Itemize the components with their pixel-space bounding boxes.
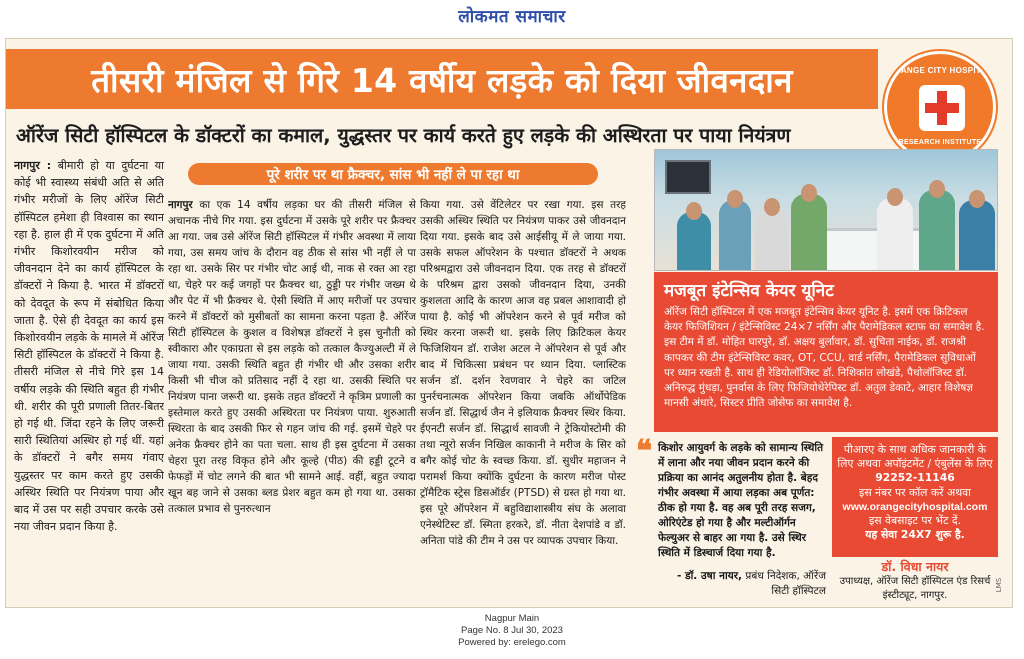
middle-column-1 (168, 197, 416, 607)
footer-edition: Nagpur Main (484, 613, 540, 624)
contact-phone: 92252-11146 (875, 471, 955, 485)
contact-line4: यह सेवा 24X7 शुरू है. (865, 528, 965, 542)
footer-page-info: Page No. 8 Jul 30, 2023 (461, 625, 563, 636)
contact-website: www.orangecityhospital.com (842, 500, 988, 513)
icu-info-box (654, 272, 998, 432)
person-head (801, 184, 817, 202)
headline-bar (6, 49, 878, 109)
mid-dateline: नागपुर (168, 199, 193, 211)
person-figure (791, 194, 827, 270)
logo-bottom-text: RESEARCH INSTITUTE (898, 139, 982, 146)
contact-line2: इस नंबर पर कॉल करें अथवा (859, 485, 971, 499)
signature-name: डॉ. विधा नायर (881, 559, 949, 574)
quote-author: - डॉ. उषा नायर, (676, 570, 743, 582)
newspaper-masthead (0, 0, 1024, 30)
left-column-body: बीमारी हो या दुर्घटना या कोई भी स्वास्थ्य संबंधी अति से अति गंभीर मरीजों के लिए ऑरेंज सिटी हॉस्पिटल हमेशा ही विश्वास का स्थान रहा है. हाल ही में एक दुर्घटना में अति गंभीर किशोरवयीन मरीज को जीवनदान देने का कार्य हॉस्पिटल के डॉक्टरों ने किया है. भारत में डॉक्टरों को देवदूत के रूप में संबोधित किया जाता है. ऐसे ही देवदूत का कार्य इस किशोरवयीन लड़के के मामले में ऑरेंज सिटी हॉस्पिटल के डॉक्टरों ने किया है. तीसरी मंजिल से नीचे गिरे इस 14 वर्षीय लड़के की स्थिति बहुत ही गंभीर थी. शरीर की पूरी प्रणाली तितर-बितर हो गई थी. जिंदा रहने के लिए जरूरी सारी स्थितियां अस्थिर हो गई थीं. यहां के डॉक्टरों ने बगैर समय गंवाए युद्धस्तर पर काम करते हुए उसकी अस्थिर स्थिति पर नियंत्रण पाया और बाद में उस पर सही उपचार करके उसे नया जीवन प्रदान किया है. (14, 159, 164, 534)
signature-role: उपाध्यक्ष, ऑरेंज सिटी हॉस्पिटल एंड रिसर्च इंस्टीट्यूट, नागपुर. (839, 576, 991, 601)
monitor-icon (665, 160, 711, 194)
person-figure (677, 212, 711, 270)
section-band (188, 163, 598, 185)
section-band-text: पूरे शरीर पर था फ्रैक्चर, सांस भी नहीं ले पा रहा था (266, 167, 520, 183)
person-head (686, 202, 702, 220)
person-head (727, 190, 743, 208)
footer-powered: Powered by: erelego.com (458, 637, 566, 648)
quote-text: किशोर आयुवर्ग के लड़के को सामान्य स्थिति में लाना और नया जीवन प्रदान करने की प्रक्रिया का आनंद अतुलनीय होता है. बेहद गंभीर अवस्था में आया लड़का अब पूर्णत: ठीक हो गया है. वह अब पूरी तरह सजग, ओरिएंटेड हो गया है और मल्टीऑर्गन फेल्युअर से बाहर आ गया है. उसे स्थिर स्थिति में डिस्चार्ज दिया गया है. (658, 442, 824, 559)
middle-column-1-body: का एक 14 वर्षीय लड़का घर की तीसरी मंजिल से अचानक नीचे गिर गया. इस दुर्घटना में उसके पूरे शरीर पर फ्रैक्चर आ गया. जब उसे ऑरेंज सिटी हॉस्पिटल में गंभीर अवस्था में लाया गया, उस समय जांच के दौरान वह ठीक से सांस भी नहीं ले पा रहा था. उसके सिर पर गंभीर चोट आई थी, नाक से रक्त आ रहा था, चेहरे पर कई जगहों पर फ्रैक्चर था, ठुड्डी पर गंभीर जख्म थे और पेट में भी फ्रैक्चर थे. ऐसी स्थिति में आए मरीजों पर उपचार करने में डॉक्टरों को मुसीबतों का सामना करना पड़ता है. ऑरेंज सिटी हॉस्पिटल के कुशल व विशेषज्ञ डॉक्टरों ने इस चुनौती को स्वीकारा और एकाग्रता से इस लड़के को तत्काल कैज्युअल्टी में ले जाया गया. उसकी स्थिति बहुत ही गंभीर थी और उसका शरीर किसी भी चीज को प्रतिसाद नहीं दे रहा था. उसकी स्थिति पर नियंत्रण पाना जरूरी था. इसके तहत डॉक्टरों ने कृत्रिम प्रणाली का इस्तेमाल करते हुए उसकी अस्थिरता पर नियंत्रण पाया. शुरुआती स्थिरता के बाद उसकी फिर से गहन जांच की गई. इसमें चेहरे पर अनेक फ्रैक्चर होने का पता चला. साथ ही इस दुर्घटना में उसका चेहरा पूरा तरह विकृत होने और कूल्हे (पीठ) की हड्डी टूटने व फेफड़ों में चोट लगने की बात भी सामने आई. वहीं, बहुत ज्यादा खून बह जाने से उसका ब्लड प्रेशर बहुत कम हो गया था. उसका तत्काल प्रभाव से पुनरुत्थान (168, 199, 416, 515)
middle-column-2 (420, 197, 626, 607)
person-figure (959, 200, 995, 270)
headline: तीसरी मंजिल से गिरे 14 वर्षीय लड़के को दिया जीवनदान (91, 60, 793, 100)
person-head (969, 190, 985, 208)
middle-column-2-body: किया गया. उसे वेंटिलेटर पर रखा गया. इस तरह उसकी अस्थिर स्थिति पर नियंत्रण पाकर उसे जीवनदान दिया गया. इसके बाद उसे आईसीयू में ले जाया गया. उसके सफल ऑपरेशन के पश्चात डॉक्टरों ने अथक परिश्रमद्वारा उसे जीवनदान दिया. एक तरह से डॉक्टरों के परिश्रम द्वारा उसको जीवनदान दिया, उनकी कुशलता आदि के कारण आज वह प्रबल आशावादी हो पाया है. कोई भी ऑपरेशन करने से पूर्व मरीज को स्थिर करना जरूरी था. इसके लिए क्रिटिकल केयर फिजिशियन डॉ. राजेश अटल ने ऑपरेशन से पूर्व और बाद में चिकित्सा प्रबंधन पर ध्यान दिया. प्लास्टिक सर्जन डॉ. दर्शन रेवणवार ने चेहरे का जटिल पुनर्रचनात्मक ऑपरेशन किया जबकि ऑर्थोपेडिक सर्जन डॉ. सिद्धार्थ जैन ने इलियाक फ्रैक्चर स्थिर किया. ईएनटी सर्जन डॉ. सिद्धार्थ सावजी ने ट्रेकियोस्टोमी की तथा न्यूरो सर्जन निखिल काकानी ने मरीज के सिर को बगैर कोई चोट के स्वच्छ किया. डॉ. सुधीर महाजन ने परामर्श किया क्योंकि दुर्घटना के कारण मरीज पोस्ट ट्रॉमैटिक स्ट्रेस डिसऑर्डर (PTSD) से ग्रस्त हो गया था. इस पूरे ऑपरेशन में बहुविद्याशास्त्रीय संघ के अलावा एनेस्थेटिस्ट डॉ. स्मिता हरकरे, डॉ. नीता देशपांडे व डॉ. अनिता पांडे की टीम ने उस पर व्यापक उपचार किया. (420, 199, 626, 547)
quote-attribution (666, 569, 826, 599)
hospital-logo (884, 51, 996, 163)
icu-body: ऑरेंज सिटी हॉस्पिटल में एक मजबूत इंटेन्सिव केयर यूनिट है. इसमें एक क्रिटिकल केयर फिजिशियन / इंटेन्सिविस्ट 24×7 नर्सिंग और पैरामेडिकल स्टाफ का समावेश है. इस टीम में डॉ. मोहित घारपुरे, डॉ. अक्षय बुर्लावार, डॉ. सुचिता नाईक, डॉ. राजश्री कापकर की टीम इंटेन्सिविस्ट कवर, OT, CCU, वार्ड नर्सिंग, पैरामेडिकल सुविधाओं पर ध्यान रखती है. साथ ही रेडियोलॉजिस्ट डॉ. निशिकांत लोखंडे, पैथोलॉजिस्ट डॉ. अनिरुद्ध मुंधड़ा, पुनर्वास के लिए फिजियोथेरेपिस्ट डॉ. अतुल डेकाटे, आहार विशेषज्ञ मानसी अंधारे, सिस्टर प्रीति जोसेफ का समावेश है. (664, 306, 985, 410)
signature-block (832, 559, 1003, 605)
quote-block (636, 434, 826, 607)
page-footer (0, 613, 1024, 649)
quote-author-role: प्रबंध निदेशक, ऑरेंज सिटी हॉस्पिटल (745, 570, 826, 597)
logo-top-text: ORANGE CITY HOSPITAL (888, 66, 992, 75)
subheadline (16, 117, 876, 151)
person-head (764, 198, 780, 216)
subheadline-text: ऑरेंज सिटी हॉस्पिटल के डॉक्टरों का कमाल, युद्धस्तर पर कार्य करते हुए लड़के की अस्थिरता पर पाया नियंत्रण (16, 123, 791, 147)
person-figure (877, 198, 913, 270)
contact-box (832, 437, 998, 557)
left-column (14, 157, 164, 607)
person-head (887, 188, 903, 206)
icu-team-photo-icon (654, 149, 998, 271)
quote-mark-icon: ❝ (636, 434, 653, 469)
person-head (929, 180, 945, 198)
person-figure (755, 208, 789, 270)
contact-line1: पीआरए के साथ अधिक जानकारी के लिए अथवा अपॉइंटमेंट / एंबुलेंस के लिए (837, 443, 993, 471)
masthead-title: लोकमत समाचार (458, 6, 566, 27)
person-figure (919, 190, 955, 270)
signature-mark: LMS (994, 577, 1003, 593)
icu-title: मजबूत इंटेन्सिव केयर यूनिट (664, 281, 834, 301)
person-figure (719, 200, 751, 270)
hospital-cross-icon (919, 85, 965, 131)
contact-line3: इस वेबसाइट पर भेंट दें. (868, 514, 962, 528)
left-dateline: नागपुर : (14, 159, 52, 172)
news-clipping (5, 38, 1013, 608)
